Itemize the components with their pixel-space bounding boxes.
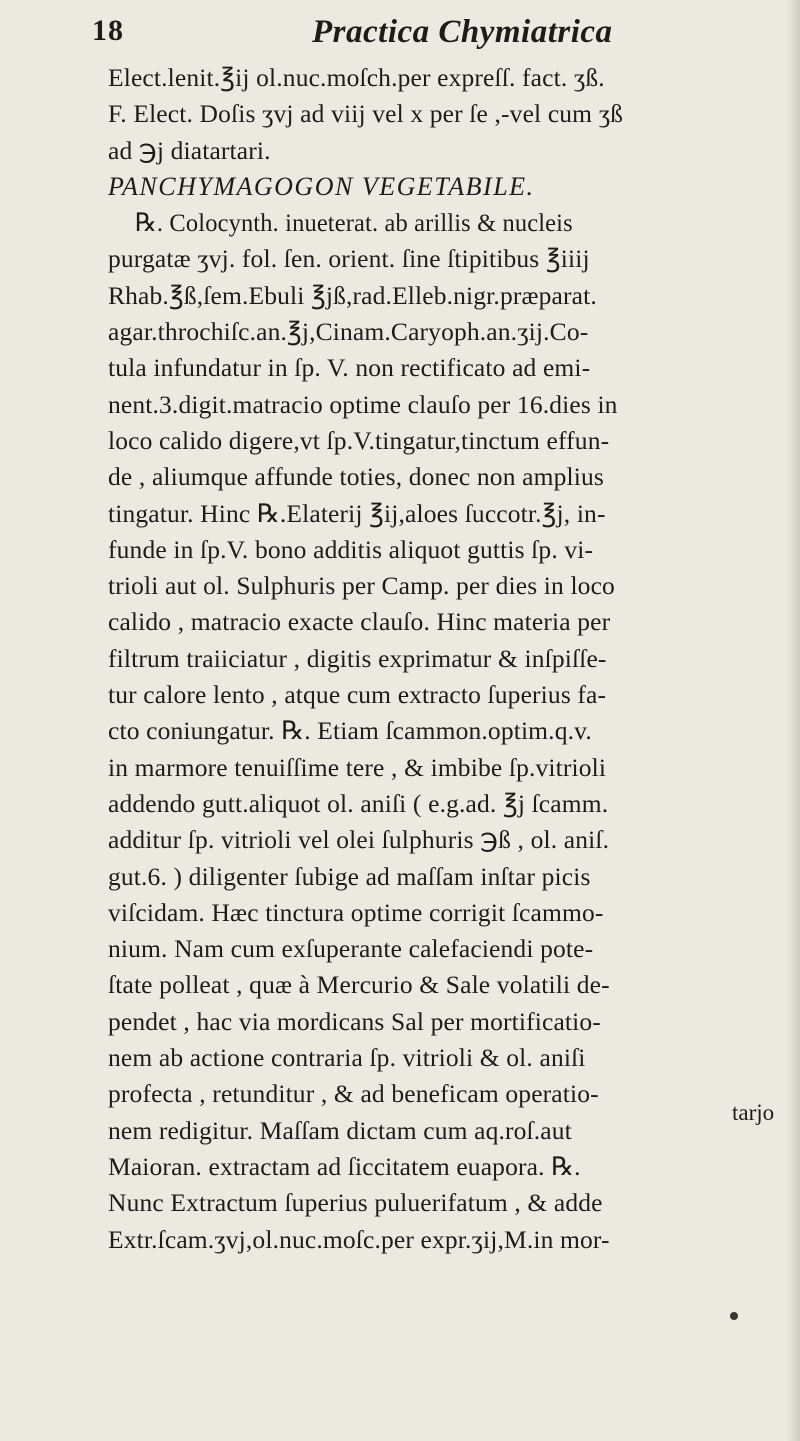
text-line: trioli aut ol. Sulphuris per Camp. per dies in loco	[108, 571, 615, 601]
text-line: ℞. Colocynth. inueterat. ab arillis & nucleis	[134, 208, 573, 238]
text-line: nium. Nam cum exſuperante calefaciendi pote-	[108, 934, 594, 964]
text-line: gut.6. ) diligenter ſubige ad maſſam inſtar picis	[108, 861, 591, 891]
page-header	[92, 14, 752, 60]
text-line: profecta , retunditur , & ad beneficam operatio-	[108, 1079, 599, 1109]
text-line: F. Elect. Doſis ʒvj ad viij vel x per ſe ,-vel cum ʒß	[108, 99, 624, 129]
text-line: addendo gutt.aliquot ol. aniſi ( e.g.ad. ℥j ſcamm.	[108, 788, 609, 818]
text-line: Extr.ſcam.ʒvj,ol.nuc.moſc.per expr.ʒij,M.in mor-	[108, 1224, 610, 1254]
text-line: agar.throchiſc.an.℥j,Cinam.Caryoph.an.ʒij.Co-	[108, 317, 589, 347]
text-line: cto coniungatur. ℞. Etiam ſcammon.optim.q.v.	[108, 716, 592, 746]
text-line: ſtate polleat , quæ à Mercurio & Sale volatili de-	[108, 970, 610, 1000]
text-line: calido , matracio exacte clauſo. Hinc materia per	[108, 607, 611, 637]
text-line: filtrum traiiciatur , digitis exprimatur & inſpiſſe-	[108, 643, 607, 673]
text-line: Elect.lenit.℥ij ol.nuc.moſch.per expreſſ. fact. ʒß.	[108, 63, 605, 92]
text-line: tingatur. Hinc ℞.Elaterij ℥ij,aloes ſuccotr.℥j, in-	[108, 498, 606, 528]
text-line: Nunc Extractum ſuperius puluerifatum , & adde	[108, 1188, 603, 1218]
text-line: tur calore lento , atque cum extracto ſuperius fa-	[108, 680, 607, 710]
page-number: 18	[92, 14, 124, 47]
text-line: tula infundatur in ſp. V. non rectificato ad emi-	[108, 353, 591, 383]
ink-spot	[730, 1312, 738, 1320]
catchword: tarjo	[732, 1100, 775, 1125]
text-line: loco calido digere,vt ſp.V.tingatur,tinctum effun-	[108, 425, 610, 455]
running-title: Practica Chymiatrica	[312, 14, 613, 50]
text-line: nent.3.digit.matracio optime clauſo per 16.dies in	[108, 389, 618, 419]
text-line: additur ſp. vitrioli vel olei ſulphuris ℈ß , ol. aniſ.	[108, 825, 610, 855]
section-heading: PANCHYMAGOGON VEGETABILE.	[108, 171, 535, 201]
text-line: Rhab.℥ß,ſem.Ebuli ℥jß,rad.Elleb.nigr.præparat.	[108, 280, 597, 310]
text-line: nem ab actione contraria ſp. vitrioli & ol. aniſi	[108, 1043, 586, 1073]
text-line: de , aliumque affunde toties, donec non amplius	[108, 462, 604, 492]
text-line: pendet , hac via mordicans Sal per mortificatio-	[108, 1006, 601, 1036]
text-line: in marmore tenuiſſime tere , & imbibe ſp.vitrioli	[108, 752, 607, 782]
text-line: funde in ſp.V. bono additis aliquot guttis ſp. vi-	[108, 534, 594, 564]
text-line: purgatæ ʒvj. fol. ſen. orient. ſine ſtipitibus ℥iiij	[108, 244, 590, 274]
page-edge-shadow	[786, 0, 800, 1441]
body-text	[108, 60, 784, 1258]
text-line: ad ℈j diatartari.	[108, 135, 271, 165]
text-line: nem redigitur. Maſſam dictam cum aq.roſ.aut	[108, 1115, 572, 1145]
text-line: Maioran. extractam ad ſiccitatem euapora. ℞.	[108, 1151, 581, 1181]
text-line: viſcidam. Hæc tinctura optime corrigit ſcammo-	[108, 897, 604, 927]
